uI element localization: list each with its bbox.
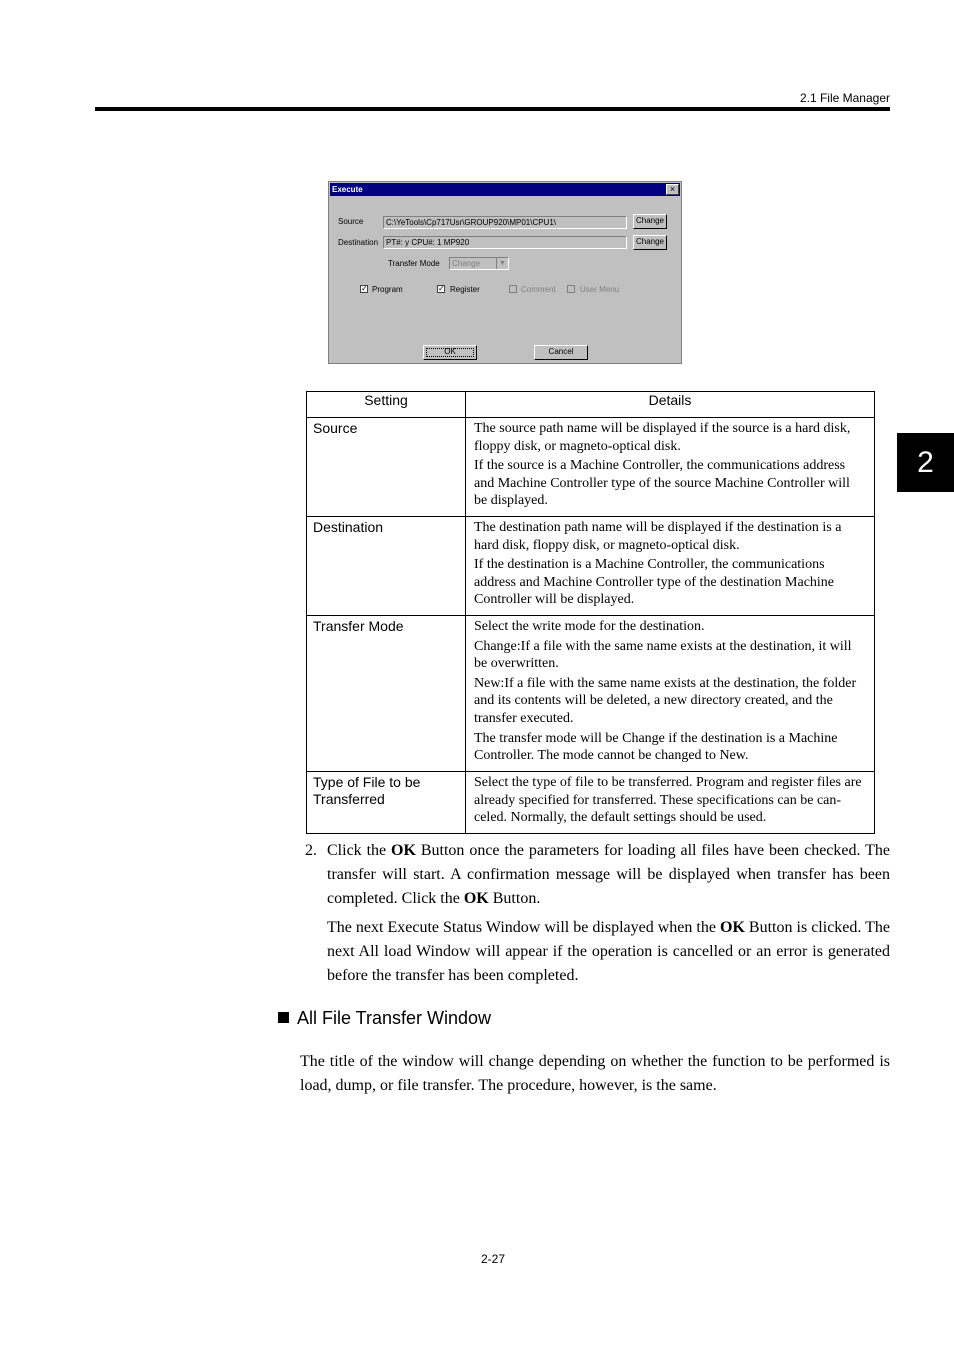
chevron-down-icon: ▼ xyxy=(496,258,508,269)
comment-checkbox[interactable] xyxy=(509,285,517,293)
step-paragraph-2: The next Execute Status Window will be displayed when the OK Button is clicked. The next All load Window will appear if the operation is cancelled or an error is generated before the transfer has been completed. xyxy=(327,919,891,984)
setting-cell: Transfer Mode xyxy=(307,615,466,771)
table-row xyxy=(307,516,875,615)
section-heading-text: All File Transfer Window xyxy=(297,1008,492,1028)
ok-button[interactable]: OK xyxy=(423,345,477,360)
user-menu-checkbox-label: User Menu xyxy=(580,285,620,294)
running-header: 2.1 File Manager xyxy=(799,91,890,105)
page-number: 2-27 xyxy=(480,1252,506,1266)
table-row xyxy=(307,771,875,833)
settings-table xyxy=(306,391,875,834)
section-paragraph: The title of the window will change depending on whether the function to be performed is load, dump, or file transfer. The procedure, however, is the same. xyxy=(300,1053,890,1094)
transfer-mode-value: Change xyxy=(452,259,481,268)
section-heading xyxy=(278,1008,491,1029)
transfer-mode-label: Transfer Mode xyxy=(388,259,440,268)
step-number: 2. xyxy=(305,842,317,859)
details-text: Change:If a file with the same name exists at the destination, it will be overwritten. xyxy=(474,638,852,672)
details-cell xyxy=(466,418,875,517)
details-text: If the source is a Machine Controller, the communications address and Machine Controller type of the source Machine Controller will be displayed. xyxy=(474,458,850,509)
header-rule xyxy=(95,107,890,111)
transfer-mode-select[interactable] xyxy=(449,257,509,270)
close-icon[interactable]: × xyxy=(666,184,679,195)
setting-cell: Type of File to be Transferred xyxy=(307,771,466,833)
execute-dialog xyxy=(328,181,682,364)
setting-cell: Source xyxy=(307,418,466,517)
column-header-details: Details xyxy=(466,392,875,418)
register-checkbox[interactable]: ✓ xyxy=(438,284,445,293)
details-text: Select the type of file to be transferred. Program and register files are already specified for transferred. These specifications can be can-celed. Normally, the default settings should be used. xyxy=(474,774,862,826)
comment-checkbox-label: Comment xyxy=(521,285,556,294)
destination-label: Destination xyxy=(338,238,379,247)
details-text: If the destination is a Machine Controller, the communications address and Machine Controller type of the destination Machine Controller will be displayed. xyxy=(474,557,835,608)
program-checkbox-label: Program xyxy=(372,285,403,294)
destination-field: PT#: y CPU#: 1 MP920 xyxy=(383,236,627,249)
details-text: New:If a file with the same name exists at the destination, the folder and its contents will be deleted, a new directory created, and the transfer executed. xyxy=(474,675,857,726)
details-text: The source path name will be displayed if the source is a hard disk, floppy disk, or magneto-optical disk. xyxy=(474,421,851,454)
chapter-tab: 2 xyxy=(897,433,954,492)
table-row xyxy=(307,615,875,771)
dialog-titlebar: Execute xyxy=(330,183,680,196)
details-text: Select the write mode for the destination. xyxy=(474,618,705,634)
setting-cell: Destination xyxy=(307,516,466,615)
destination-change-button[interactable]: Change xyxy=(633,235,667,250)
column-header-setting: Setting xyxy=(307,392,466,418)
details-cell xyxy=(466,615,875,771)
user-menu-checkbox[interactable] xyxy=(567,285,575,293)
register-checkbox-label: Register xyxy=(450,285,480,294)
step-2 xyxy=(305,839,890,993)
step-body xyxy=(327,839,890,988)
details-text: The transfer mode will be Change if the destination is a Machine Controller. The mode cannot be changed to New. xyxy=(474,730,838,764)
program-checkbox[interactable]: ✓ xyxy=(361,284,368,293)
source-label: Source xyxy=(338,217,364,226)
source-change-button[interactable]: Change xyxy=(633,214,667,229)
details-cell xyxy=(466,771,875,833)
square-bullet-icon xyxy=(278,1012,289,1023)
details-cell xyxy=(466,516,875,615)
table-header-row xyxy=(307,392,875,418)
table-row xyxy=(307,418,875,517)
cancel-button[interactable]: Cancel xyxy=(534,345,588,360)
step-paragraph-1: Click the OK Button once the parameters for loading all files have been checked. The transfer will start. A confirmation message will be displayed when transfer has been completed. Click the OK Button. xyxy=(327,842,890,907)
details-text: The destination path name will be displayed if the destination is a hard disk, floppy disk, or magneto-optical disk. xyxy=(474,519,842,553)
source-field: C:\YeTools\Cp717Usr\GROUP920\MP01\CPU1\ xyxy=(383,216,627,229)
